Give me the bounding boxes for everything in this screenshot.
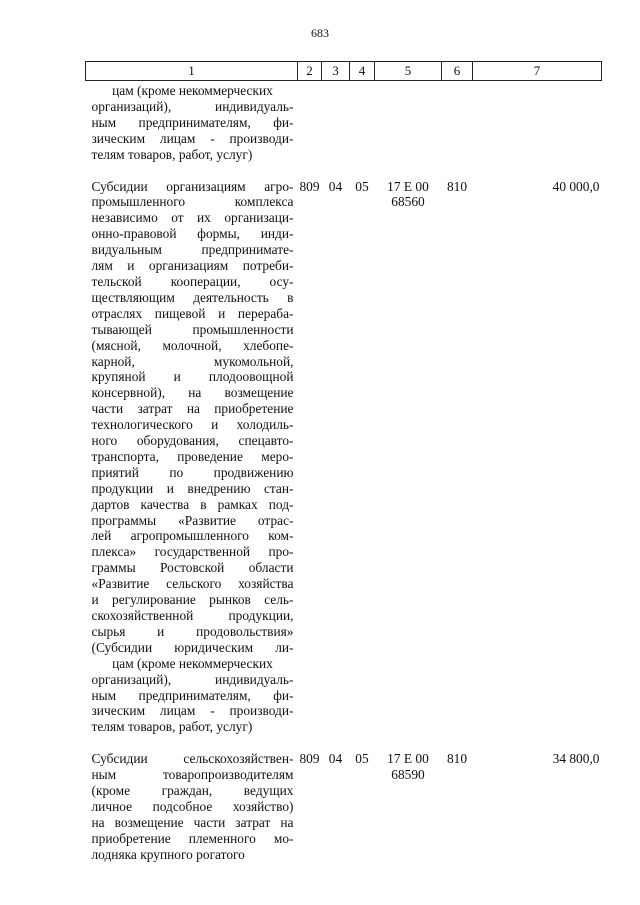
row-spacer <box>86 163 602 177</box>
description-line: плекса» государственной про- <box>91 544 294 560</box>
column-header: 4 <box>350 62 375 81</box>
section-code <box>322 81 350 163</box>
description-line: граммы Ростовской области <box>91 560 294 576</box>
description-line: тельской кооперации, осу- <box>91 273 294 289</box>
budget-table <box>85 61 602 863</box>
page-number: 683 <box>311 26 329 40</box>
row-description <box>86 749 298 862</box>
description-line: ного оборудования, спецавто- <box>91 433 294 449</box>
description-line: ным предпринимателям, фи- <box>91 114 294 130</box>
description-line: онно-правовой формы, инди- <box>91 226 294 242</box>
description-line: ществляющим деятельность в <box>91 289 294 305</box>
column-header: 3 <box>322 62 350 81</box>
description-line: части затрат на приобретение <box>91 401 294 417</box>
description-line: Субсидии организациям агро- <box>91 178 294 194</box>
description-line: лей агропромышленного ком- <box>91 528 294 544</box>
description-line: приятий по продвижению <box>91 464 294 480</box>
description-line: зическим лицам - производи- <box>91 130 294 146</box>
description-line: приобретение племенного мо- <box>91 830 294 846</box>
expense-type-code: 810 <box>446 751 468 767</box>
section-code: 04 <box>328 751 343 767</box>
description-line: ным предпринимателям, фи- <box>91 687 294 703</box>
description-line: личное подсобное хозяйство) <box>91 798 294 814</box>
description-line: телям товаров, работ, услуг) <box>91 146 253 162</box>
description-line: независимо от их организаци- <box>91 210 294 226</box>
table-row <box>86 749 602 862</box>
description-line: отраслях пищевой и перераба- <box>91 305 294 321</box>
description-line: Субсидии сельскохозяйствен- <box>91 751 294 767</box>
description-line: консервной), на возмещение <box>91 385 294 401</box>
description-line: телям товаров, работ, услуг) <box>91 719 253 735</box>
table-row <box>86 177 602 736</box>
description-line: организаций), индивидуаль- <box>91 98 294 114</box>
description-line: программы «Развитие отрас- <box>91 512 294 528</box>
description-line: скохозяйственной продукции, <box>91 608 294 623</box>
description-line: организаций), индивидуаль- <box>91 671 294 687</box>
row-spacer <box>86 735 602 749</box>
subsection-code: 05 <box>355 178 369 194</box>
target-article-code <box>375 81 442 163</box>
ministry-code: 809 <box>299 178 320 194</box>
description-line: лям и организациям потреби- <box>91 258 294 274</box>
description-line: цам (кроме некоммерческих <box>112 655 273 671</box>
description-line: тывающей промышленности <box>91 321 294 337</box>
description-line: (Субсидии юридическим ли- <box>91 639 294 655</box>
description-line: транспорта, проведение меро- <box>91 448 294 464</box>
section-code: 04 <box>328 178 343 194</box>
description-line: технологического и холодиль- <box>91 417 294 433</box>
description-line: и регулирование рынков сель- <box>91 592 294 608</box>
description-line: зическим лицам - производи- <box>91 703 294 719</box>
amount-value: 34 800,0 <box>552 751 600 767</box>
description-line: лодняка крупного рогатого <box>91 846 245 862</box>
ministry-code: 809 <box>299 751 320 767</box>
column-header: 6 <box>442 62 473 81</box>
amount-value <box>473 81 602 163</box>
description-line: карной, мукомольной, <box>91 353 294 369</box>
table-header-row <box>86 62 602 81</box>
description-line: «Развитие сельского хозяйства <box>91 576 294 592</box>
table-row <box>86 81 602 163</box>
description-line: на возмещение части затрат на <box>91 814 294 830</box>
description-line: крупяной и плодоовощной <box>91 369 294 385</box>
expense-type-code: 810 <box>446 178 468 194</box>
target-article-code: 17 Е 00 68590 <box>387 751 429 783</box>
column-header: 2 <box>298 62 322 81</box>
target-article-code: 17 Е 00 68560 <box>387 178 429 210</box>
subsection-code: 05 <box>355 751 369 767</box>
description-line: дартов качества в рамках под- <box>91 496 294 512</box>
column-header: 1 <box>86 62 298 81</box>
description-line: сырья и продовольствия» <box>91 623 294 639</box>
amount-value: 40 000,0 <box>552 178 600 194</box>
description-line: промышленного комплекса <box>91 194 294 210</box>
description-line: (кроме граждан, ведущих <box>91 783 294 799</box>
description-line: продукции и внедрению стан- <box>91 480 294 496</box>
column-header: 7 <box>473 62 602 81</box>
column-header: 5 <box>375 62 442 81</box>
ministry-code <box>298 81 322 163</box>
description-line: (мясной, молочной, хлебопе- <box>91 337 294 353</box>
row-description <box>86 81 298 163</box>
table-body <box>86 81 602 863</box>
description-line: видуальным предпринимате- <box>91 242 294 258</box>
description-line: цам (кроме некоммерческих <box>112 83 273 98</box>
row-description <box>86 177 298 736</box>
description-line: ным товаропроизводителям <box>91 767 294 783</box>
subsection-code <box>350 81 375 163</box>
expense-type-code <box>442 81 473 163</box>
